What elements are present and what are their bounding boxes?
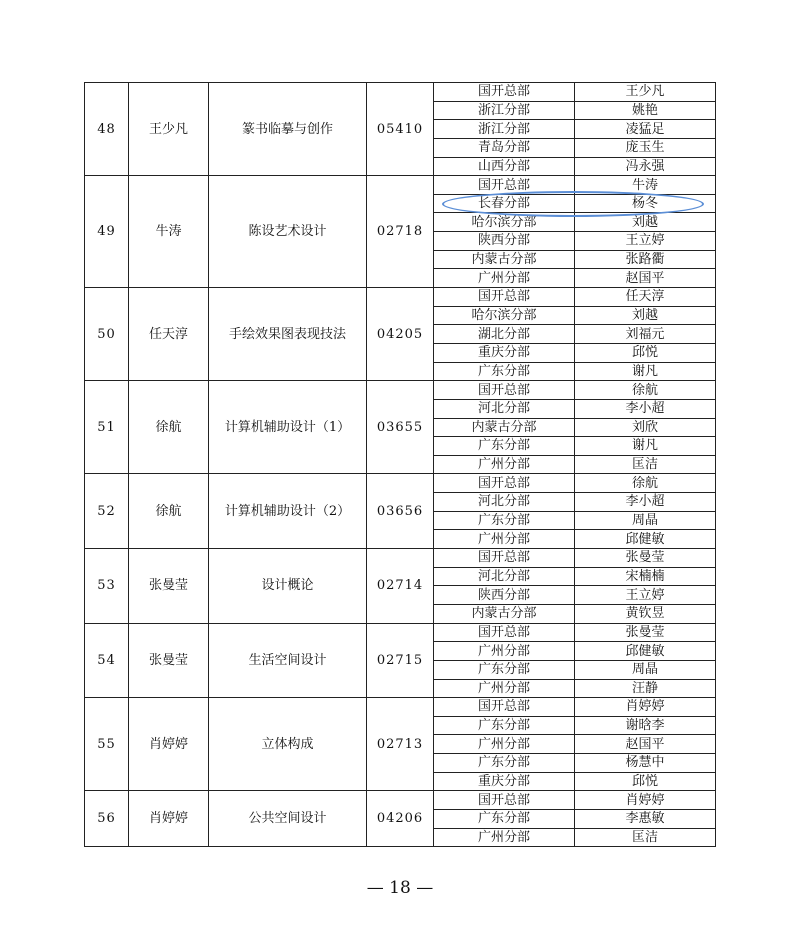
tutor-cell: 徐航 — [575, 381, 716, 400]
course-code-cell: 05410 — [367, 83, 434, 176]
branch-cell: 河北分部 — [434, 399, 575, 418]
tutor-cell: 匡洁 — [575, 828, 716, 847]
table-row — [85, 474, 716, 493]
tutor-cell: 李惠敏 — [575, 809, 716, 828]
tutor-cell: 杨慧中 — [575, 754, 716, 773]
course-code-cell: 03655 — [367, 381, 434, 474]
branch-cell: 广东分部 — [434, 716, 575, 735]
tutor-cell: 谢晗李 — [575, 716, 716, 735]
table-body — [85, 83, 716, 847]
branch-cell: 国开总部 — [434, 474, 575, 493]
course-name-cell: 篆书临摹与创作 — [209, 83, 367, 176]
tutor-cell: 刘越 — [575, 213, 716, 232]
table-row — [85, 83, 716, 102]
branch-cell: 内蒙古分部 — [434, 418, 575, 437]
course-code-cell: 03656 — [367, 474, 434, 549]
course-name-cell: 设计概论 — [209, 549, 367, 624]
branch-cell: 内蒙古分部 — [434, 604, 575, 623]
course-name-cell: 公共空间设计 — [209, 791, 367, 847]
tutor-cell: 邱健敏 — [575, 642, 716, 661]
branch-cell: 哈尔滨分部 — [434, 213, 575, 232]
tutor-cell: 凌猛足 — [575, 120, 716, 139]
tutor-cell: 李小超 — [575, 399, 716, 418]
branch-cell: 重庆分部 — [434, 343, 575, 362]
tutor-cell: 周晶 — [575, 660, 716, 679]
row-number-cell: 49 — [85, 176, 129, 288]
tutor-cell: 宋楠楠 — [575, 567, 716, 586]
branch-cell: 河北分部 — [434, 567, 575, 586]
branch-cell: 广东分部 — [434, 660, 575, 679]
course-code-cell: 02714 — [367, 549, 434, 624]
tutor-cell: 姚艳 — [575, 101, 716, 120]
row-number-cell: 51 — [85, 381, 129, 474]
tutor-cell: 谢凡 — [575, 362, 716, 381]
branch-cell: 国开总部 — [434, 623, 575, 642]
tutor-cell: 杨冬 — [575, 194, 716, 213]
branch-cell: 陕西分部 — [434, 586, 575, 605]
course-name-cell: 计算机辅助设计（2） — [209, 474, 367, 549]
branch-cell: 重庆分部 — [434, 772, 575, 791]
branch-cell: 国开总部 — [434, 288, 575, 307]
branch-cell: 河北分部 — [434, 493, 575, 512]
table-row — [85, 623, 716, 642]
tutor-cell: 王立婷 — [575, 586, 716, 605]
course-code-cell: 04205 — [367, 288, 434, 381]
course-name-cell: 立体构成 — [209, 698, 367, 791]
teacher-cell: 徐航 — [129, 474, 209, 549]
tutor-cell: 黄钦昱 — [575, 604, 716, 623]
course-code-cell: 04206 — [367, 791, 434, 847]
branch-cell: 广州分部 — [434, 679, 575, 698]
tutor-cell: 邱悦 — [575, 772, 716, 791]
table-row — [85, 698, 716, 717]
branch-cell: 国开总部 — [434, 176, 575, 195]
table-row — [85, 791, 716, 810]
course-code-cell: 02718 — [367, 176, 434, 288]
tutor-cell: 任天淳 — [575, 288, 716, 307]
teacher-cell: 肖婷婷 — [129, 698, 209, 791]
table-row — [85, 288, 716, 307]
branch-cell: 哈尔滨分部 — [434, 306, 575, 325]
branch-cell: 广东分部 — [434, 362, 575, 381]
branch-cell: 广东分部 — [434, 809, 575, 828]
row-number-cell: 56 — [85, 791, 129, 847]
tutor-cell: 王立婷 — [575, 232, 716, 251]
tutor-cell: 谢凡 — [575, 437, 716, 456]
branch-cell: 国开总部 — [434, 381, 575, 400]
branch-cell: 广州分部 — [434, 530, 575, 549]
teacher-cell: 徐航 — [129, 381, 209, 474]
tutor-cell: 肖婷婷 — [575, 698, 716, 717]
tutor-cell: 张曼莹 — [575, 549, 716, 568]
tutor-cell: 赵国平 — [575, 735, 716, 754]
row-number-cell: 53 — [85, 549, 129, 624]
teacher-cell: 任天淳 — [129, 288, 209, 381]
branch-cell: 浙江分部 — [434, 101, 575, 120]
branch-cell: 广东分部 — [434, 437, 575, 456]
branch-cell: 湖北分部 — [434, 325, 575, 344]
tutor-cell: 邱健敏 — [575, 530, 716, 549]
branch-cell: 国开总部 — [434, 549, 575, 568]
teacher-cell: 张曼莹 — [129, 549, 209, 624]
branch-cell: 广州分部 — [434, 735, 575, 754]
branch-cell: 青岛分部 — [434, 138, 575, 157]
branch-cell: 广州分部 — [434, 455, 575, 474]
course-teacher-table — [84, 82, 716, 847]
tutor-cell: 肖婷婷 — [575, 791, 716, 810]
branch-cell: 国开总部 — [434, 83, 575, 102]
branch-cell: 广州分部 — [434, 269, 575, 288]
branch-cell: 国开总部 — [434, 791, 575, 810]
row-number-cell: 55 — [85, 698, 129, 791]
tutor-cell: 刘福元 — [575, 325, 716, 344]
branch-cell: 广州分部 — [434, 828, 575, 847]
branch-cell: 陕西分部 — [434, 232, 575, 251]
tutor-cell: 张曼莹 — [575, 623, 716, 642]
course-name-cell: 生活空间设计 — [209, 623, 367, 698]
table-row — [85, 381, 716, 400]
teacher-cell: 王少凡 — [129, 83, 209, 176]
tutor-cell: 刘越 — [575, 306, 716, 325]
row-number-cell: 48 — [85, 83, 129, 176]
branch-cell: 山西分部 — [434, 157, 575, 176]
teacher-cell: 牛涛 — [129, 176, 209, 288]
table-row — [85, 549, 716, 568]
tutor-cell: 冯永强 — [575, 157, 716, 176]
tutor-cell: 李小超 — [575, 493, 716, 512]
tutor-cell: 庞玉生 — [575, 138, 716, 157]
branch-cell: 内蒙古分部 — [434, 250, 575, 269]
course-name-cell: 陈设艺术设计 — [209, 176, 367, 288]
row-number-cell: 50 — [85, 288, 129, 381]
tutor-cell: 王少凡 — [575, 83, 716, 102]
tutor-cell: 赵国平 — [575, 269, 716, 288]
branch-cell: 浙江分部 — [434, 120, 575, 139]
row-number-cell: 52 — [85, 474, 129, 549]
tutor-cell: 刘欣 — [575, 418, 716, 437]
tutor-cell: 邱悦 — [575, 343, 716, 362]
branch-cell: 广东分部 — [434, 754, 575, 773]
course-code-cell: 02715 — [367, 623, 434, 698]
tutor-cell: 匡洁 — [575, 455, 716, 474]
row-number-cell: 54 — [85, 623, 129, 698]
table-row — [85, 176, 716, 195]
tutor-cell: 张路衢 — [575, 250, 716, 269]
course-name-cell: 计算机辅助设计（1） — [209, 381, 367, 474]
teacher-cell: 肖婷婷 — [129, 791, 209, 847]
teacher-cell: 张曼莹 — [129, 623, 209, 698]
course-code-cell: 02713 — [367, 698, 434, 791]
branch-cell: 国开总部 — [434, 698, 575, 717]
tutor-cell: 周晶 — [575, 511, 716, 530]
branch-cell: 长春分部 — [434, 194, 575, 213]
branch-cell: 广州分部 — [434, 642, 575, 661]
page-number: — 18 — — [366, 878, 434, 898]
tutor-cell: 汪静 — [575, 679, 716, 698]
course-name-cell: 手绘效果图表现技法 — [209, 288, 367, 381]
tutor-cell: 徐航 — [575, 474, 716, 493]
tutor-cell: 牛涛 — [575, 176, 716, 195]
branch-cell: 广东分部 — [434, 511, 575, 530]
